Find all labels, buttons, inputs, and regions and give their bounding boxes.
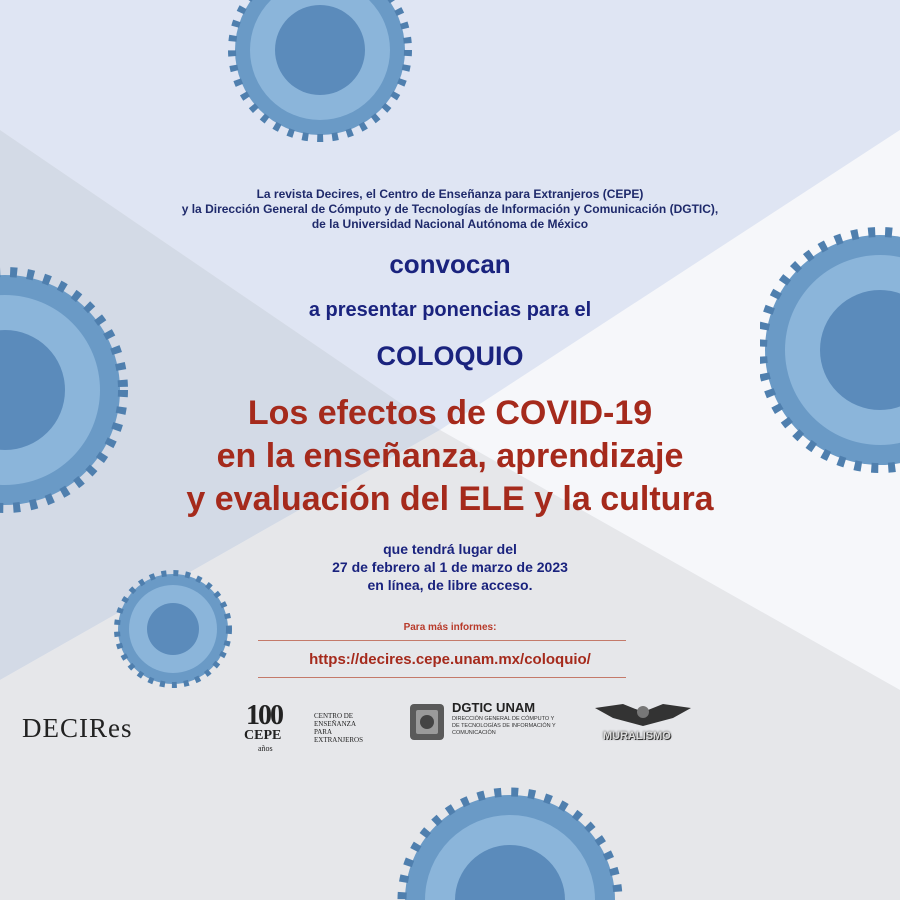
dgtic-name-line-3: COMUNICACIÓN — [452, 730, 496, 736]
subtitle-text: a presentar ponencias para el — [308, 299, 592, 321]
cepe-name — [314, 712, 363, 744]
cepe-number: 100 — [246, 700, 282, 731]
mural-figure-icon — [593, 700, 693, 730]
intro-line-1: La revista Decires, el Centro de Enseñanza para Extranjeros (CEPE) — [256, 187, 644, 201]
cepe-logo — [242, 700, 372, 760]
virus-image-top — [195, 0, 445, 155]
virus-image-bottom — [390, 770, 630, 900]
cepe-name-line-1: CENTRO DE — [314, 712, 354, 720]
dgtic-name-line-1: DIRECCIÓN GENERAL DE CÓMPUTO Y — [452, 716, 555, 722]
dgtic-name — [452, 716, 556, 737]
more-info-label: Para más informes: — [403, 622, 497, 633]
details-line-2: 27 de febrero al 1 de marzo de 2023 — [332, 559, 568, 575]
dgtic-title: DGTIC UNAM — [452, 700, 536, 715]
event-title — [0, 392, 900, 521]
intro-text — [0, 187, 900, 232]
muralismo-label: MURALISMO — [603, 730, 671, 742]
intro-line-2: y la Dirección General de Cómputo y de Tecnologías de Información y Comunicación (DGTIC), — [181, 202, 719, 216]
decires-logo: DECIRes — [22, 713, 133, 743]
dgtic-logo — [408, 700, 568, 746]
event-details — [0, 540, 900, 594]
dgtic-name-line-2: DE TECNOLOGÍAS DE INFORMACIÓN Y — [452, 723, 556, 729]
title-line-2: en la enseñanza, aprendizaje — [216, 437, 684, 475]
divider-top — [258, 640, 626, 641]
convocan-text: convocan — [389, 249, 511, 279]
unam-seal-icon — [408, 702, 446, 742]
title-line-1: Los efectos de COVID-19 — [247, 394, 653, 432]
muralismo-logo — [593, 700, 693, 746]
cepe-years: años — [258, 744, 273, 753]
cepe-acronym: CEPE — [244, 728, 282, 743]
coloquio-url-link[interactable]: https://decires.cepe.unam.mx/coloquio/ — [309, 651, 591, 668]
cepe-name-line-4: EXTRANJEROS — [314, 736, 364, 744]
cepe-name-line-2: ENSEÑANZA — [314, 720, 356, 728]
coloquio-heading: COLOQUIO — [376, 341, 524, 371]
details-line-3: en línea, de libre acceso. — [367, 577, 533, 593]
cepe-name-line-3: PARA — [314, 728, 333, 736]
details-line-1: que tendrá lugar del — [383, 541, 517, 557]
divider-bottom — [258, 677, 626, 678]
intro-line-3: de la Universidad Nacional Autónoma de México — [311, 217, 589, 231]
title-line-3: y evaluación del ELE y la cultura — [186, 480, 714, 518]
